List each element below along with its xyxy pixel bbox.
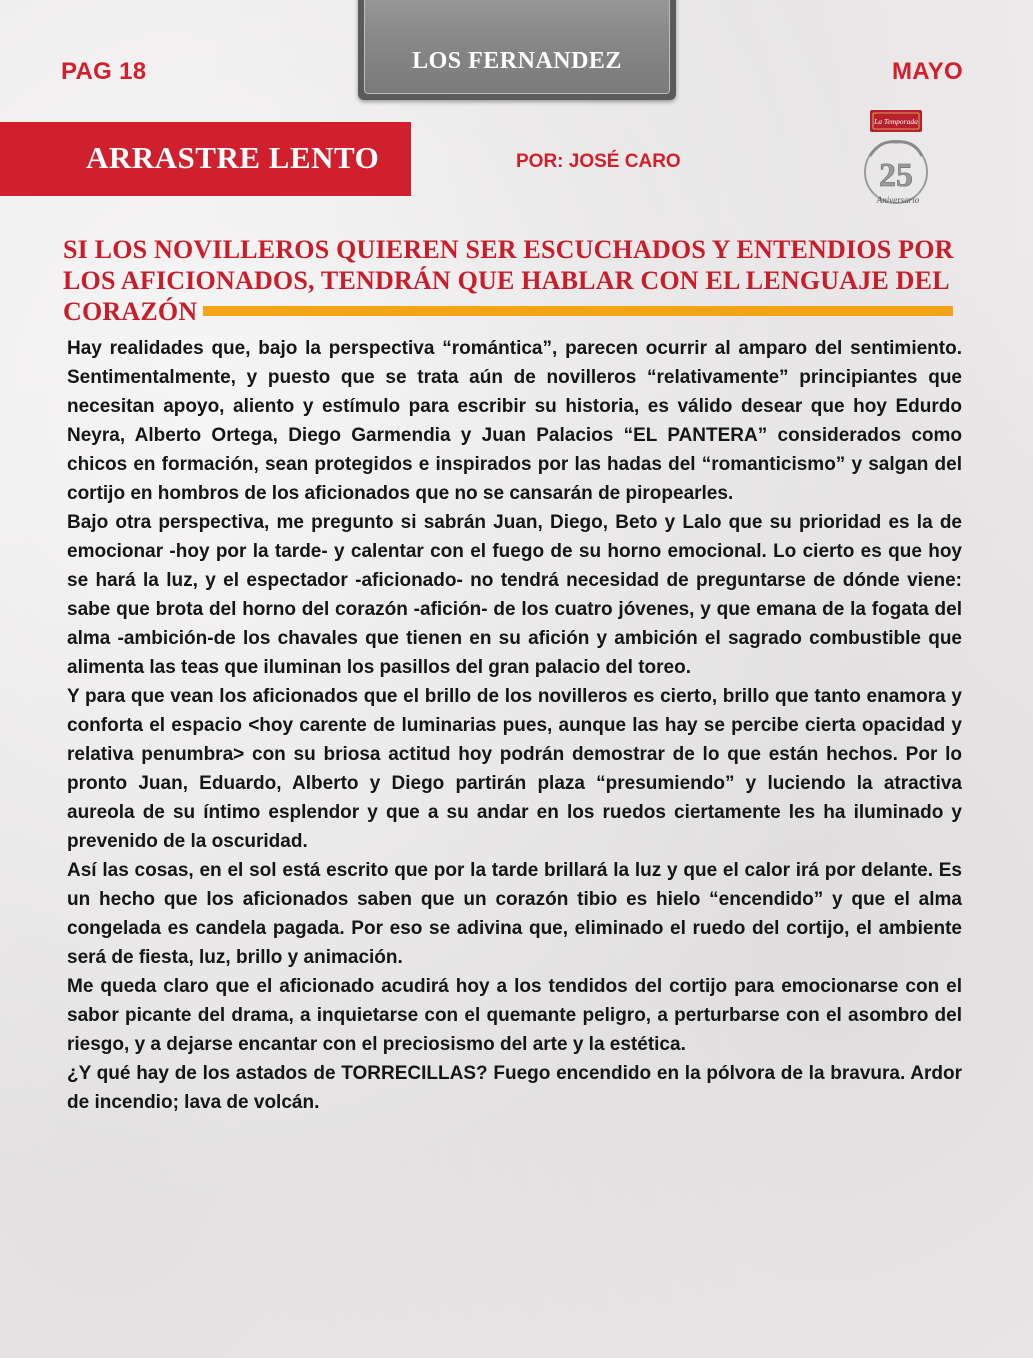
- article-paragraph: Hay realidades que, bajo la perspectiva “romántica”, parecen ocurrir al amparo del sentimiento. Sentimentalmente, y puesto que se trata aún de novilleros “relativamente” principiantes que necesitan apoyo, aliento y estímulo para escribir su historia, es válido desear que hoy Edurdo Neyra, Alberto Ortega, Diego Garmendia y Juan Palacios “EL PANTERA” considerados como chicos en formación, sean protegidos e inspirados por las hadas del “romanticismo” y salgan del cortijo en hombros de los aficionados que no se cansarán de piropearles.: [67, 338, 962, 504]
- article-paragraph: Bajo otra perspectiva, me pregunto si sabrán Juan, Diego, Beto y Lalo que su prioridad es la de emocionar -hoy por la tarde- y calentar con el fuego de su horno emocional. Lo cierto es que hoy se hará la luz, y el espectador -aficionado- no tendrá necesidad de preguntarse de dónde viene: sabe que brota del horno del corazón -afición- de los cuatro jóvenes, y que emana de la fogata del alma -ambición-de los chavales que tienen en su afición y ambición el sagrado combustible que alimenta las teas que iluminan los pasillos del gran palacio del toreo.: [67, 512, 962, 678]
- article-paragraph: Me queda claro que el aficionado acudirá hoy a los tendidos del cortijo para emocionarse con el sabor picante del drama, a inquietarse con el quemante peligro, a perturbarse con el asombro del riesgo, y a dejarse encantar con el preciosismo del arte y la estética.: [67, 976, 962, 1055]
- issue-month: MAYO: [892, 58, 963, 85]
- logo-number: 25: [879, 157, 913, 194]
- section-title: ARRASTRE LENTO: [86, 140, 380, 175]
- headline-rule: [203, 306, 953, 316]
- publication-title: LOS FERNANDEZ: [412, 48, 622, 74]
- section-banner: [0, 122, 411, 196]
- logo-caption: Aniversario: [876, 195, 920, 205]
- logo-brand-text: La Temporada: [874, 117, 918, 126]
- article-paragraph: ¿Y qué hay de los astados de TORRECILLAS? Fuego encendido en la pólvora de la bravura. Ardor de incendio; lava de volcán.: [67, 1063, 962, 1113]
- article-headline: [63, 234, 963, 327]
- publication-plate-inner: [364, 0, 670, 94]
- article-paragraph: Y para que vean los aficionados que el brillo de los novilleros es cierto, brillo que tanto enamora y conforta el espacio <hoy carente de luminarias pues, aunque las hay se percibe cierta opacidad y relativa penumbra> con su briosa actitud hoy podrán demostrar de lo que están hechos. Por lo pronto Juan, Eduardo, Alberto y Diego partirán plaza “presumiendo” y luciendo la atractiva aureola de su íntimo esplendor y que a su andar en los ruedos ciertamente les ha iluminado y prevenido de la oscuridad.: [67, 686, 962, 852]
- article-body: [67, 334, 962, 1117]
- publication-plate: [358, 0, 676, 100]
- article-paragraph: Así las cosas, en el sol está escrito que por la tarde brillará la luz y que el calor irá por delante. Es un hecho que los aficionados saben que un corazón tibio es hielo “encendido” y que el alma congelada es candela pagada. Por eso se adivina que, eliminado el ruedo del cortijo, el ambiente será de fiesta, luz, brillo y animación.: [67, 860, 962, 968]
- author-byline: POR: JOSÉ CARO: [516, 151, 681, 172]
- anniversary-logo-icon: [856, 110, 936, 210]
- page-number: PAG 18: [61, 58, 147, 85]
- headline-text: SI LOS NOVILLEROS QUIEREN SER ESCUCHADOS Y ENTENDIOS POR LOS AFICIONADOS, TENDRÁN QUE HABLAR CON EL LENGUAJE DEL CORAZÓN: [63, 235, 954, 326]
